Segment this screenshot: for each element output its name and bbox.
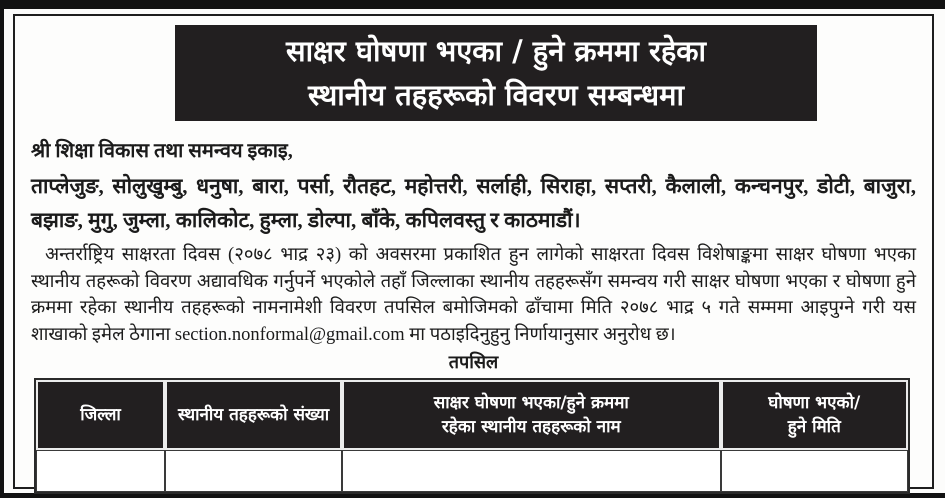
- title-line-1: साक्षर घोषणा भएका / हुने क्रममा रहेका: [285, 34, 707, 68]
- cell-district: [36, 450, 165, 492]
- scan-edge-left: [0, 0, 4, 498]
- document-border-frame: [13, 14, 934, 489]
- col-header-declaration-date-line1: घोषणा भएको/: [768, 393, 861, 413]
- scan-edge-top: [0, 0, 945, 9]
- cell-local-levels-count: [165, 450, 342, 492]
- salutation: श्री शिक्षा विकास तथा समन्वय इकाइ,: [31, 140, 293, 162]
- col-header-declaration-date: [721, 380, 909, 450]
- col-header-district: [36, 380, 165, 450]
- district-list: ताप्लेजुङ, सोलुखुम्बु, धनुषा, बारा, पर्सा, रौतहट, महोत्तरी, सर्लाही, सिराहा, सप्तरी, कैलाली, कन्चनपुर, डोटी, बाजुरा, बझाङ, मुगु, जुम्ला, कालिकोट, हुम्ला, डोल्पा, बाँके, कपिलवस्तु र काठमाडौं।: [31, 174, 916, 232]
- table-header-row: [36, 380, 908, 450]
- col-header-local-levels-count: [165, 380, 342, 450]
- col-header-local-levels-count-line1: स्थानीय तहहरूको संख्या: [177, 405, 330, 425]
- cell-declaration-date: [721, 450, 909, 492]
- schedule-label: तपसिल: [448, 352, 499, 373]
- col-header-local-levels-names-line2: रहेका स्थानीय तहहरूको नाम: [441, 417, 621, 437]
- body-paragraph: अन्तर्राष्ट्रिय साक्षरता दिवस (२०७८ भाद्र २३) को अवसरमा प्रकाशित हुन लागेको साक्षरता दिवस विशेषाङ्कमा साक्षर घोषणा भएका स्थानीय तहरूको विवरण अद्यावधिक गर्नुपर्ने भएकोले तहाँ जिल्लाका स्थानीय तहहरूसँग समन्वय गरी साक्षर घोषणा भएका र घोषणा हुने क्रममा रहेका स्थानीय तहहरूको नामनामेशी विवरण तपसिल बमोजिमको ढाँचामा मिति २०७८ भाद्र ५ गते सम्ममा आइपुग्ने गरी यस शाखाको इमेल ठेगाना section.nonformal@gmail.com मा पठाइदिनुहुनु निर्णायानुसार अनुरोध छ।: [31, 245, 916, 345]
- title-line-2: स्थानीय तहहरूको विवरण सम्बन्धमा: [308, 78, 684, 112]
- schedule-table: [34, 378, 910, 494]
- col-header-local-levels-names-line1: साक्षर घोषणा भएका/हुने क्रममा: [433, 393, 629, 413]
- col-header-district-line1: जिल्ला: [80, 405, 121, 425]
- table-row: [36, 450, 908, 492]
- col-header-local-levels-names: [342, 380, 720, 450]
- title-banner: [175, 25, 817, 121]
- col-header-declaration-date-line2: हुने मिति: [787, 417, 841, 437]
- cell-local-levels-names: [342, 450, 720, 492]
